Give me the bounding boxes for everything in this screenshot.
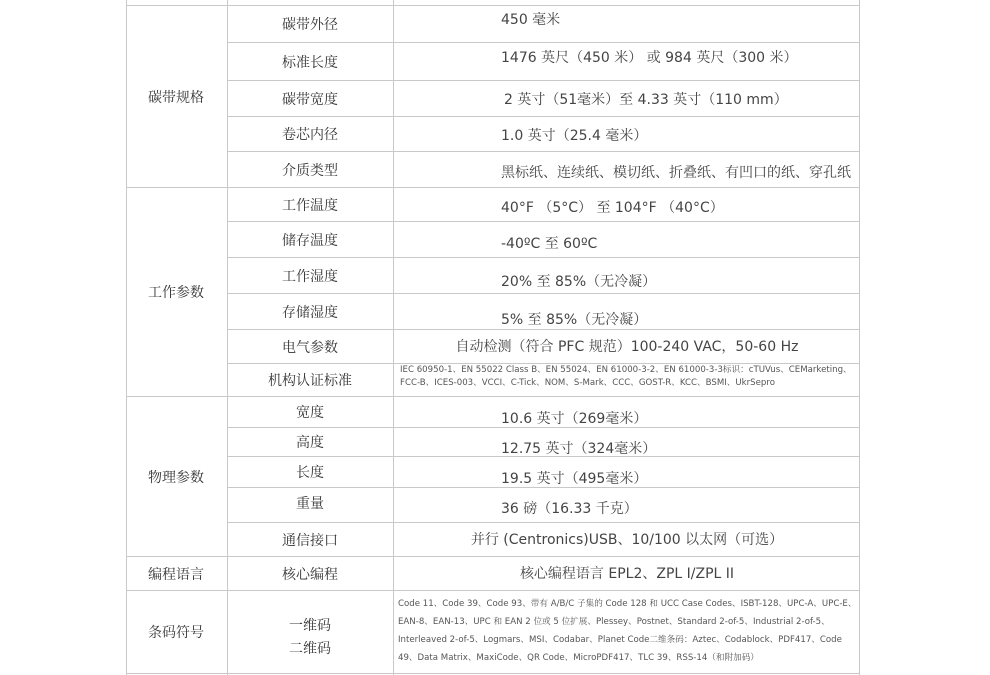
group-ribbon-spec: 碳带规格: [148, 89, 204, 106]
row-value-certification: IEC 60950-1、EN 55022 Class B、EN 55024、EN 61000-3-2、EN 61000-3-3标识：cTUVus、CEMarketing、FCC-B、ICES-003、VCCI、C-Tick、NOM、S-Mark、CCC、GOST-R、KCC、BSMI、UkrSepro: [400, 365, 852, 388]
row-value-ribbon-od: 450 毫米: [501, 12, 561, 28]
group-physical-params: 物理参数: [148, 469, 204, 486]
group-barcode: 条码符号: [148, 625, 204, 641]
row-line: [126, 673, 860, 674]
row-value-weight: 36 磅（16.33 千克）: [501, 501, 638, 517]
row-name-storage-temp: 储存温度: [282, 232, 338, 249]
row-name-width: 宽度: [296, 405, 324, 421]
row-name-height: 高度: [296, 435, 324, 451]
row-name-storage-humidity: 存储湿度: [282, 304, 338, 321]
row-value-media-type: 黑标纸、连续纸、模切纸、折叠纸、有凹口的纸、穿孔纸: [501, 165, 851, 181]
row-name-op-temp: 工作温度: [282, 197, 338, 214]
row-value-interface: 并行 (Centronics)USB、10/100 以太网（可选）: [470, 532, 784, 548]
group-work-params: 工作参数: [148, 285, 204, 301]
row-value-op-humidity: 20% 至 85%（无冷凝）: [501, 274, 657, 290]
row-value-electrical: 自动检测（符合 PFC 规范）100-240 VAC，50-60 Hz: [455, 339, 799, 355]
row-value-length: 19.5 英寸（495毫米）: [501, 471, 648, 487]
row-value-height: 12.75 英寸（324毫米）: [501, 441, 657, 457]
row-name-ribbon-width: 碳带宽度: [282, 91, 338, 108]
row-name-core-id: 卷芯内径: [282, 127, 338, 143]
row-name-core-programming: 核心编程: [282, 566, 338, 583]
row-name-certification: 机构认证标准: [268, 373, 352, 389]
row-name-interface: 通信接口: [282, 532, 338, 549]
group-programming: 编程语言: [148, 566, 204, 583]
row-value-storage-humidity: 5% 至 85%（无冷凝）: [501, 312, 648, 328]
row-value-op-temp: 40°F （5°C） 至 104°F （40°C）: [501, 200, 724, 216]
row-line: [126, 590, 860, 591]
row-value-ribbon-width: 2 英寸（51毫米）至 4.33 英寸（110 mm）: [504, 92, 788, 108]
row-name-media-type: 介质类型: [282, 162, 338, 179]
row-name-length: 长度: [296, 465, 324, 481]
row-name-barcode-1d: 一维码: [289, 618, 331, 634]
row-value-storage-temp: -40ºC 至 60ºC: [501, 236, 598, 252]
row-name-weight: 重量: [296, 496, 324, 512]
row-name-electrical: 电气参数: [282, 339, 338, 356]
row-value-core-id: 1.0 英寸（25.4 毫米）: [501, 128, 648, 144]
row-value-width: 10.6 英寸（269毫米）: [501, 411, 648, 427]
row-name-ribbon-od: 碳带外径: [282, 17, 338, 33]
row-name-barcode-2d: 二维码: [289, 641, 331, 657]
row-value-core-programming: 核心编程语言 EPL2、ZPL I/ZPL II: [519, 566, 735, 582]
row-value-std-length: 1476 英尺（450 米） 或 984 英尺（300 米）: [501, 50, 798, 66]
row-value-barcodes: Code 11、Code 39、Code 93、带有 A/B/C 子集的 Code 128 和 UCC Case Codes、ISBT-128、UPC-A、UPC-E、EAN-8、EAN-13、UPC 和 EAN 2 位或 5 位扩展、Plessey、Postnet、Standard 2-of-5、Industrial 2-of-5、Interleaved 2-of-5、Logmars、MSI、Codabar、Planet Code二维条码：Aztec、Codablock、PDF417、Code 49、Data Matrix、MaxiCode、QR Code、MicroPDF417、TLC 39、RSS-14（和附加码）: [398, 599, 857, 663]
row-name-std-length: 标准长度: [282, 54, 338, 71]
row-name-op-humidity: 工作湿度: [282, 268, 338, 285]
